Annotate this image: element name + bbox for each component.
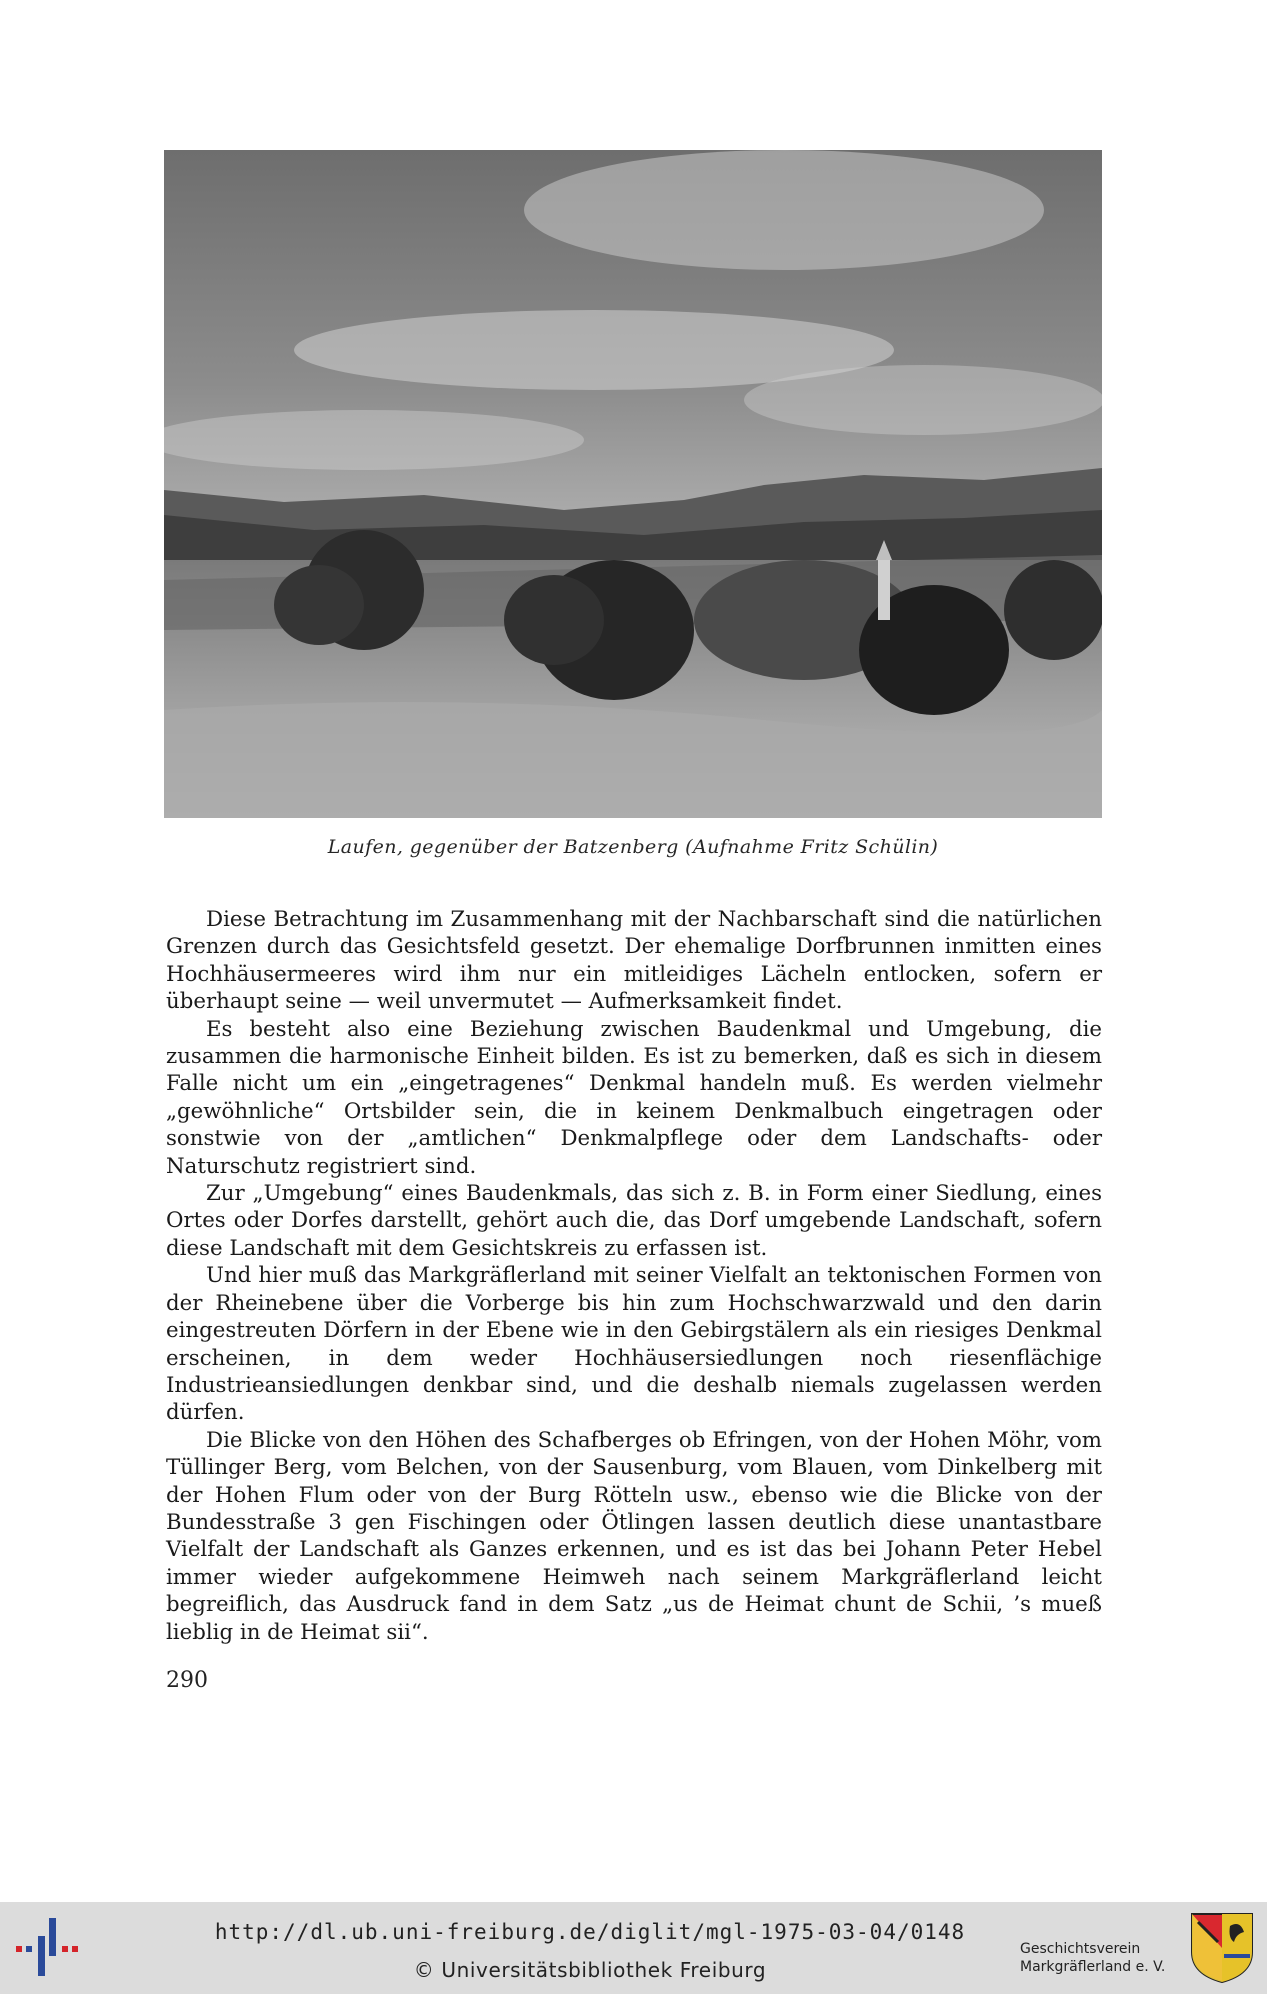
paragraph: Die Blicke von den Höhen des Schafberges ob Efringen, von der Hohen Möhr, vom Tüllinger Berg, vom Belchen, von der Sausenburg, vom Blauen, vom Dinkelberg mit der Hohen Flum oder von der Burg Rötteln usw., ebenso wie die Blicke von der Bundesstraße 3 gen Fischingen oder Ötlingen lassen deutlich diese unantastbare Vielfalt der Landschaft als Ganzes erkennen, und es ist das bei Johann Peter Hebel immer wieder aufgekommene Heimweh nach seinem Markgräflerland leicht begreiflich, das Ausdruck fand in dem Satz „us de Heimat chunt de Schii, ’s mueß lieblig in de Heimat sii“. bbox=[166, 1427, 1102, 1645]
source-url-link[interactable]: http://dl.ub.uni-freiburg.de/diglit/mgl-1975-03-04/0148 bbox=[214, 1920, 966, 1944]
photo-caption: Laufen, gegenüber der Batzenberg (Aufnahme Fritz Schülin) bbox=[327, 836, 939, 858]
paragraph: Und hier muß das Markgräflerland mit seiner Vielfalt an tektonischen Formen von der Rheinebene über die Vorberge bis hin zum Hochschwarzwald und den darin eingestreuten Dörfern in der Ebene wie in den Gebirgstälern als ein riesiges Denkmal erscheinen, in dem weder Hochhäusersiedlungen noch riesenflächige Industrieansiedlungen denkbar sind, und die deshalb niemals zugelassen werden dürfen. bbox=[166, 1263, 1102, 1426]
page-number: 290 bbox=[166, 1668, 208, 1693]
society-line-1: Geschichtsverein bbox=[1020, 1941, 1141, 1957]
coat-of-arms-icon bbox=[1190, 1912, 1254, 1984]
landscape-photo bbox=[164, 150, 1102, 818]
ub-freiburg-logo-icon[interactable] bbox=[16, 1918, 80, 1978]
paragraph: Zur „Umgebung“ eines Baudenkmals, das sich z. B. in Form einer Siedlung, eines Ortes oder Dorfes darstellt, gehört auch die, das Dorf umgebende Landschaft, sofern diese Landschaft mit dem Gesichtskreis zu erfassen ist. bbox=[166, 1181, 1102, 1261]
body-text bbox=[166, 906, 1102, 1646]
footer-bar bbox=[0, 1902, 1267, 1994]
society-name bbox=[1020, 1940, 1190, 1976]
paragraph: Es besteht also eine Beziehung zwischen Baudenkmal und Umgebung, die zusammen die harmonische Einheit bilden. Es ist zu bemerken, daß es sich in diesem Falle nicht um ein „eingetragenes“ Denkmal handeln muß. Es werden vielmehr „gewöhnliche“ Ortsbilder sein, die in keinem Denkmalbuch eingetragen oder sonstwie von der „amtlichen“ Denkmalpflege oder dem Landschafts- oder Naturschutz registriert sind. bbox=[166, 1016, 1102, 1179]
copyright-notice: © Universitätsbibliothek Freiburg bbox=[413, 1958, 767, 1982]
landscape-photo-image bbox=[164, 150, 1102, 818]
paragraph: Diese Betrachtung im Zusammenhang mit der Nachbarschaft sind die natürlichen Grenzen durch das Gesichtsfeld gesetzt. Der ehemalige Dorfbrunnen inmitten eines Hochhäusermeeres wird ihm nur ein mitleidiges Lächeln entlocken, sofern er überhaupt seine — weil unvermutet — Aufmerksamkeit findet. bbox=[166, 907, 1102, 1015]
society-line-2: Markgräflerland e. V. bbox=[1020, 1959, 1166, 1975]
